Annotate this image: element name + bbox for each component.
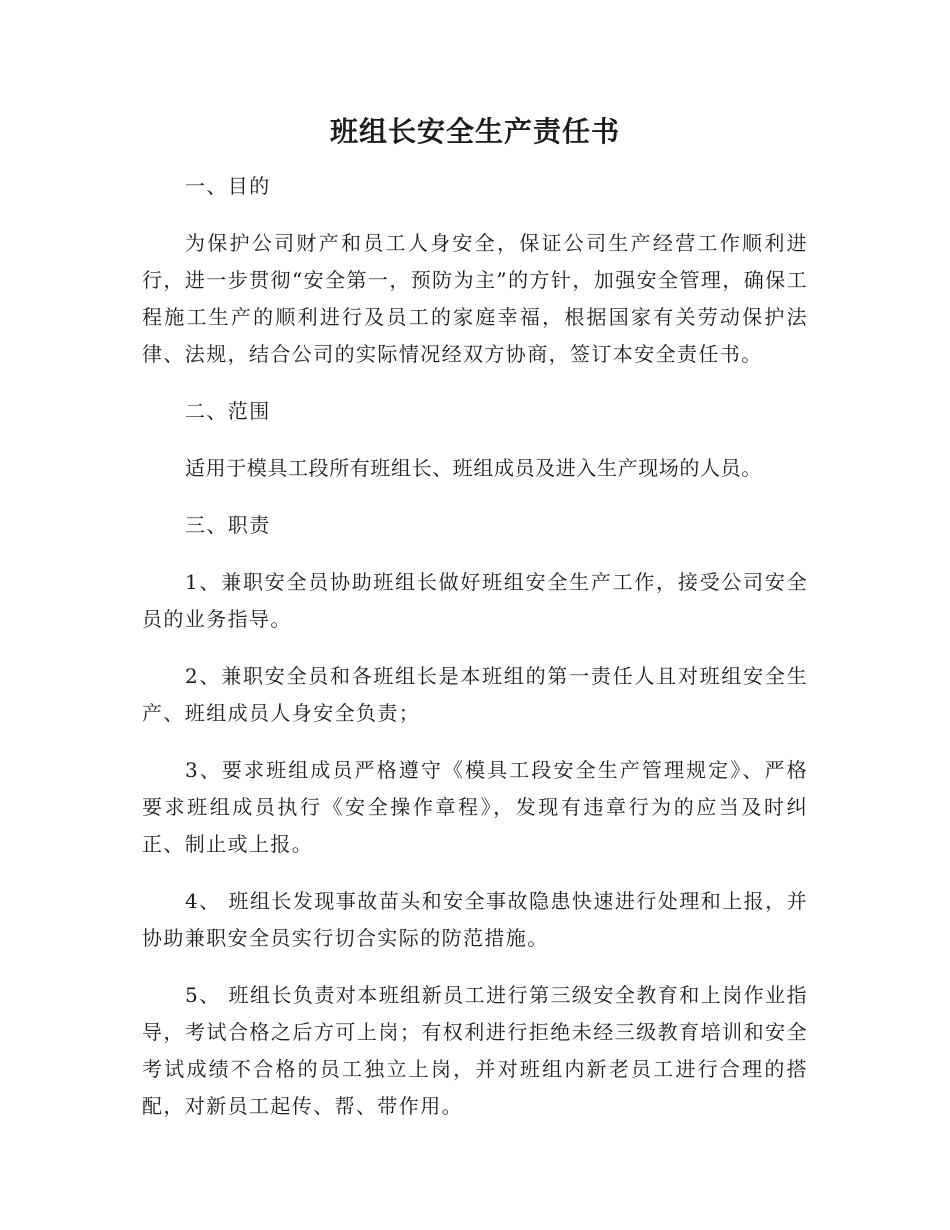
document-body — [142, 168, 808, 1145]
document-title: 班组长安全生产责任书 — [329, 115, 620, 148]
purpose-paragraph: 为保护公司财产和员工人身安全，保证公司生产经营工作顺利进行，进一步贯彻“安全第一，预防为主”的方针，加强安全管理，确保工程施工生产的顺利进行及员工的家庭幸福，根据国家有关劳动保护法律、法规，结合公司的实际情况经双方协商，签订本安全责任书。 — [142, 231, 808, 366]
section-heading-duties: 三、职责 — [185, 513, 271, 537]
duty-item-4: 4、 班组长发现事故苗头和安全事故隐患快速进行处理和上报，并协助兼职安全员实行切合实际的防范措施。 — [142, 889, 808, 950]
duty-item-5: 5、 班组长负责对本班组新员工进行第三级安全教育和上岗作业指导，考试合格之后方可上岗；有权利进行拒绝未经三级教育培训和安全考试成绩不合格的员工独立上岗，并对班组内新老员工进行合理的搭配，对新员工起传、帮、带作用。 — [142, 983, 808, 1118]
section-heading-purpose: 一、目的 — [185, 174, 271, 198]
duty-item-2: 2、兼职安全员和各班组长是本班组的第一责任人且对班组安全生产、班组成员人身安全负责； — [142, 664, 808, 725]
duty-item-1: 1、兼职安全员协助班组长做好班组安全生产工作，接受公司安全员的业务指导。 — [142, 570, 808, 631]
section-heading-scope: 二、范围 — [185, 399, 271, 423]
duty-item-3: 3、要求班组成员严格遵守《模具工段安全生产管理规定》、严格要求班组成员执行《安全操作章程》，发现有违章行为的应当及时纠正、制止或上报。 — [142, 758, 808, 856]
scope-paragraph: 适用于模具工段所有班组长、班组成员及进入生产现场的人员。 — [185, 456, 762, 480]
